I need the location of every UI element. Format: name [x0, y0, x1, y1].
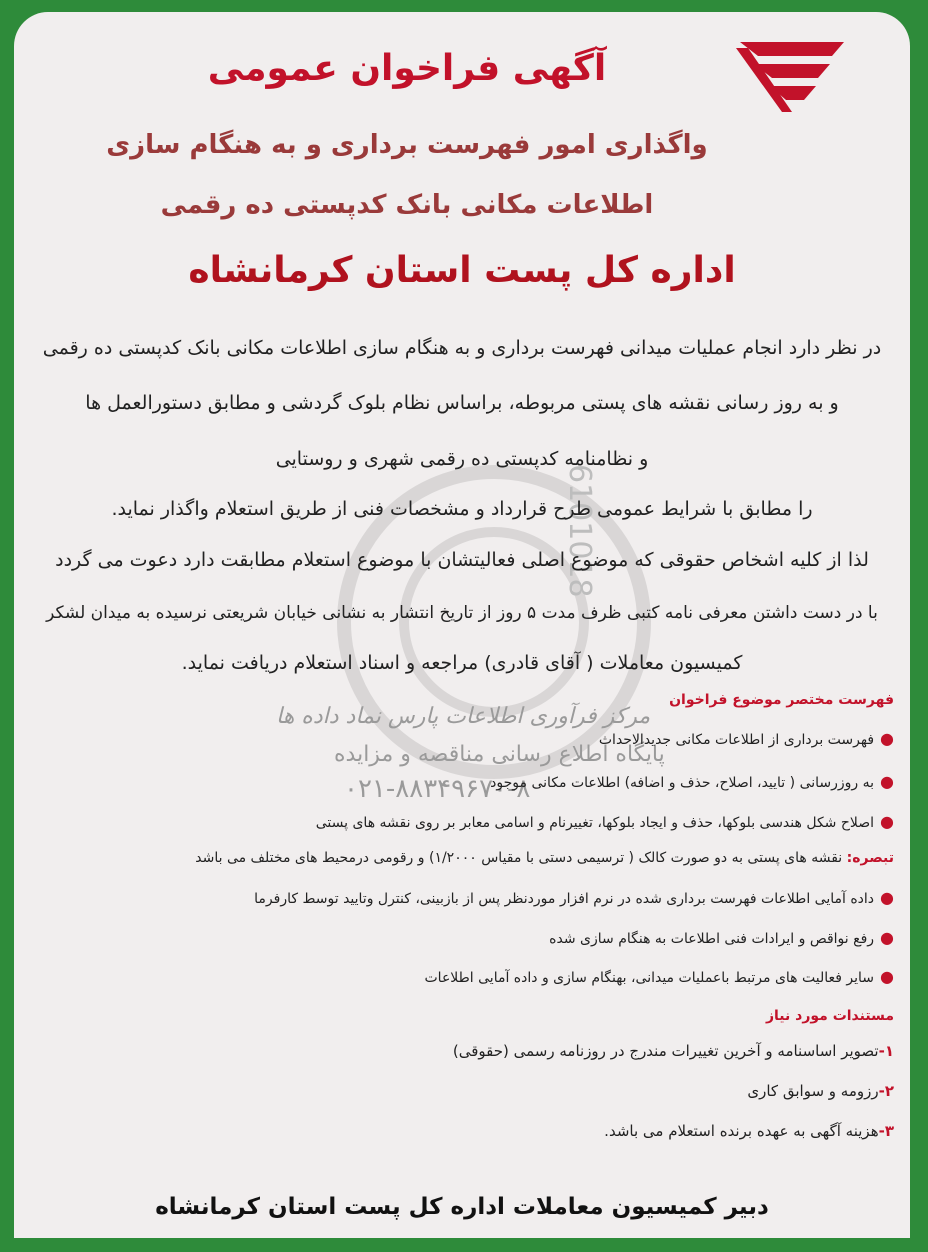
- list-item-text: سایر فعالیت های مرتبط باعملیات میدانی، بهنگام سازی و داده آمایی اطلاعات: [424, 970, 875, 986]
- list-item-text: اصلاح شکل هندسی بلوکها، حذف و ایجاد بلوکها، تغییرنام و اسامی معابر بر روی نقشه های پستی: [315, 815, 875, 831]
- document-item: [747, 1082, 894, 1100]
- list-item: [316, 812, 894, 831]
- notice-title: آگهی فراخوان عمومی: [207, 48, 607, 89]
- intro-line: کمیسیون معاملات ( آقای قادری) مراجعه و اسناد استعلام دریافت نماید.: [181, 652, 743, 674]
- document-item: [604, 1122, 894, 1140]
- watermark-side-number: 6101018: [562, 464, 597, 598]
- intro-line: در نظر دارد انجام عملیات میدانی فهرست برداری و به هنگام سازی اطلاعات مکانی بانک کدپستی ده رقمی: [42, 337, 882, 359]
- document-text: هزینه آگهی به عهده برنده استعلام می باشد.: [604, 1122, 879, 1140]
- list-item: [549, 928, 894, 947]
- post-logo-icon: [732, 34, 852, 114]
- intro-line: را مطابق با شرایط عمومی طرح قرارداد و مشخصات فنی از طریق استعلام واگذار نماید.: [111, 498, 813, 520]
- bullet-icon: ●: [880, 928, 894, 947]
- note-item: [195, 850, 894, 866]
- document-number: ۲-: [878, 1082, 894, 1100]
- list-item: [254, 888, 894, 907]
- note-text: نقشه های پستی به دو صورت کالک ( ترسیمی دستی با مقیاس ۱/۲۰۰۰) و رقومی درمحیط های مختلف می باشد: [195, 850, 843, 866]
- documents-heading: مستندات مورد نیاز: [765, 1008, 894, 1024]
- notice-subtitle-2: اطلاعات مکانی بانک کدپستی ده رقمی: [160, 190, 654, 220]
- list-item: [425, 967, 895, 986]
- announcement-sheet: [14, 12, 910, 1238]
- list-item: [490, 772, 894, 791]
- list-item-text: فهرست برداری از اطلاعات مکانی جدیدالاحداث: [598, 732, 875, 748]
- organization-name: اداره کل پست استان کرمانشاه: [188, 250, 736, 291]
- document-number: ۱-: [878, 1042, 894, 1060]
- intro-line: با در دست داشتن معرفی نامه کتبی ظرف مدت ۵ روز از تاریخ انتشار به نشانی خیابان شریعتی نرسیده به میدان لشکر: [46, 603, 878, 623]
- bullet-icon: ●: [880, 729, 894, 748]
- list-item-text: رفع نواقص و ایرادات فنی اطلاعات به هنگام سازی شده: [549, 931, 875, 947]
- watermark-line1: مرکز فرآوری اطلاعات پارس نماد داده ها: [276, 704, 651, 729]
- notice-subtitle-1: واگذاری امور فهرست برداری و به هنگام سازی: [106, 130, 708, 160]
- document-text: رزومه و سوابق کاری: [747, 1082, 879, 1100]
- document-item: [453, 1042, 894, 1060]
- intro-line: لذا از کلیه اشخاص حقوقی که موضوع اصلی فعالیتشان با موضوع استعلام مطابقت دارد دعوت می گردد: [55, 549, 869, 571]
- bullet-icon: ●: [880, 967, 894, 986]
- watermark-phone: ۰۲۱-۸۸۳۴۹۶۷۰-۸: [344, 774, 531, 804]
- summary-heading: فهرست مختصر موضوع فراخوان: [669, 692, 894, 708]
- document-number: ۳-: [878, 1122, 894, 1140]
- list-item-text: داده آمایی اطلاعات فهرست برداری شده در نرم افزار موردنظر پس از بازبینی، کنترل وتایید توسط کارفرما: [254, 891, 875, 907]
- bullet-icon: ●: [880, 812, 894, 831]
- watermark-line2: پایگاه اطلاع رسانی مناقصه و مزایده: [334, 742, 665, 767]
- document-text: تصویر اساسنامه و آخرین تغییرات مندرج در روزنامه رسمی (حقوقی): [452, 1042, 879, 1060]
- list-item-text: به روزرسانی ( تایید، اصلاح، حذف و اضافه) اطلاعات مکانی موجود: [490, 775, 875, 791]
- bullet-icon: ●: [880, 772, 894, 791]
- signature-line: دبیر کمیسیون معاملات اداره کل پست استان کرمانشاه: [155, 1194, 769, 1220]
- list-item: [599, 729, 894, 748]
- note-label: تبصره:: [846, 850, 894, 866]
- bullet-icon: ●: [880, 888, 894, 907]
- intro-line: و به روز رسانی نقشه های پستی مربوطه، براساس نظام بلوک گردشی و مطابق دستورالعمل ها: [85, 392, 839, 414]
- intro-line: و نظامنامه کدپستی ده رقمی شهری و روستایی: [275, 448, 649, 470]
